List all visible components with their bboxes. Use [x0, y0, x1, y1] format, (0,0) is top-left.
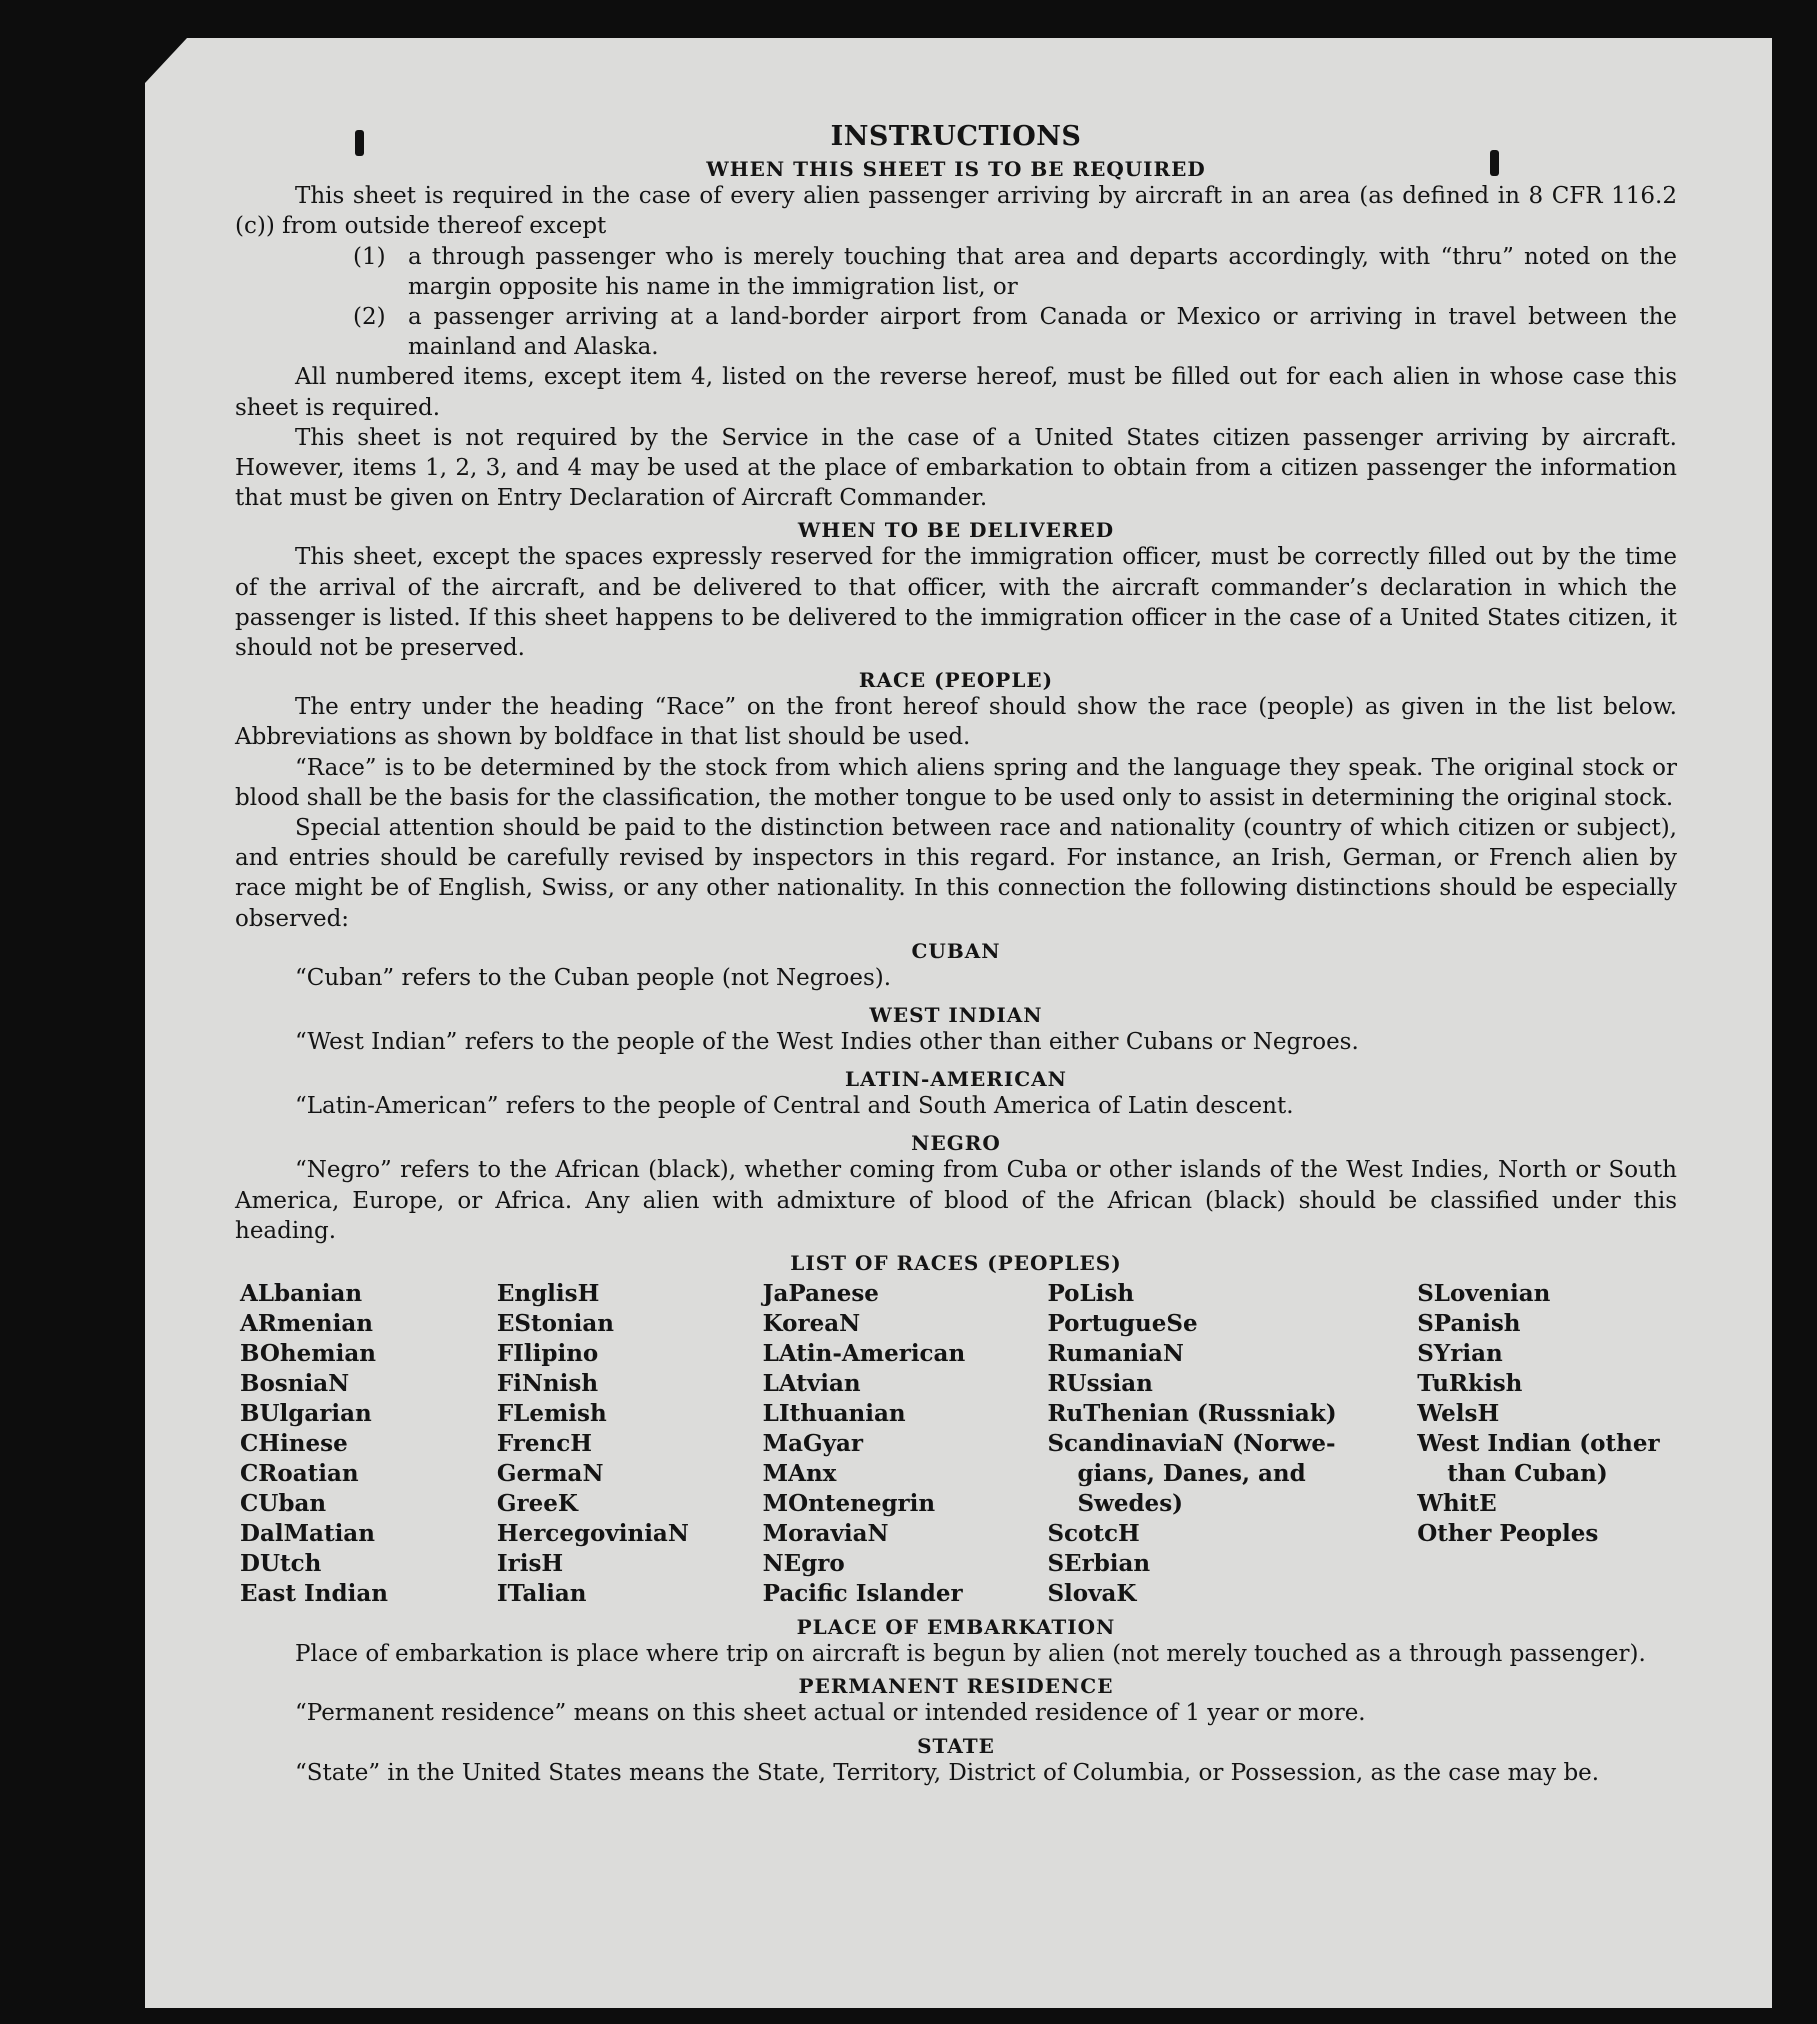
race-entry: ScandinaviaN (Norwe- [1047, 1430, 1336, 1458]
negro-definition: “Negro” refers to the African (black), whether coming from Cuba or other islands of the West Indies, North or South America, Europe, or Africa. Any alien with admixture of blood of the African (black) should be classified under this heading. [235, 1157, 1677, 1244]
numbered-items-paragraph: All numbered items, except item 4, listed on the reverse hereof, must be filled out for each alien in whose case this sheet is required. [235, 364, 1677, 421]
race-entry: East Indian [240, 1580, 388, 1608]
race-entry: ITalian [496, 1580, 587, 1608]
race-list [240, 1279, 1677, 1609]
race-entry-continued: gians, Danes, and [1077, 1460, 1306, 1488]
race-entry: ALbanian [240, 1280, 363, 1308]
race-column [763, 1279, 1048, 1609]
heading-permanent-residence: PERMANENT RESIDENCE [798, 1674, 1114, 1699]
race-entry: SYrian [1417, 1340, 1503, 1368]
race-entry: SlovaK [1047, 1580, 1137, 1608]
race-entry-continued: than Cuban) [1447, 1460, 1608, 1488]
item-number: (1) [353, 243, 386, 270]
race-entry: SLovenian [1417, 1280, 1551, 1308]
race-entry: Pacific Islander [762, 1580, 963, 1608]
race-entry: ARmenian [240, 1310, 374, 1338]
race-entry: DUtch [240, 1550, 322, 1578]
item-number: (2) [353, 304, 386, 331]
state-definition: “State” in the United States means the State, Territory, District of Columbia, or Possession, as the case may be. [295, 1759, 1600, 1786]
race-entry: BosniaN [240, 1370, 350, 1398]
race-paragraph-3: Special attention should be paid to the distinction between race and nationality (country of which citizen or subject), and entries should be carefully revised by inspectors in this regard. For instance, an Irish, German, or French alien by race might be of English, Swiss, or any other nationality. In this connection the following distinctions should be especially observed: [235, 815, 1677, 932]
latin-american-definition: “Latin-American” refers to the people of Central and South America of Latin descent. [295, 1093, 1294, 1120]
race-entry: BOhemian [240, 1340, 376, 1368]
race-column [497, 1279, 763, 1609]
race-entry: West Indian (other [1417, 1430, 1660, 1458]
race-paragraph-2: “Race” is to be determined by the stock from which aliens spring and the language they speak. The original stock or blood shall be the basis for the classification, the mother tongue to be used only to assist in determining the original stock. [235, 754, 1677, 811]
race-entry: GermaN [496, 1460, 604, 1488]
race-entry: MOntenegrin [762, 1490, 936, 1518]
race-entry: SPanish [1417, 1310, 1521, 1338]
race-entry: EStonian [496, 1310, 615, 1338]
race-entry: HercegoviniaN [496, 1520, 689, 1548]
residence-definition: “Permanent residence” means on this sheet actual or intended residence of 1 year or more. [295, 1700, 1366, 1727]
race-entry: FiNnish [496, 1370, 599, 1398]
heading-west-indian: WEST INDIAN [869, 1003, 1043, 1028]
when-required-intro: This sheet is required in the case of every alien passenger arriving by aircraft in an area (as defined in 8 CFR 116.2 (c)) from outside thereof except [235, 183, 1677, 240]
race-entry: EnglisH [496, 1280, 600, 1308]
race-column [240, 1279, 497, 1609]
page-title: INSTRUCTIONS [830, 121, 1082, 152]
heading-list-of-races: LIST OF RACES (PEOPLES) [790, 1251, 1122, 1276]
heading-race: RACE (PEOPLE) [858, 668, 1054, 693]
race-entry: MaGyar [762, 1430, 864, 1458]
delivery-paragraph: This sheet, except the spaces expressly reserved for the immigration officer, must be correctly filled out by the time of the arrival of the aircraft, and be delivered to that officer, with the aircraft commander’s declaration in which the passenger is listed. If this sheet happens to be delivered to the immigration officer in the case of a United States citizen, it should not be preserved. [235, 544, 1677, 662]
race-entry: ScotcH [1047, 1520, 1140, 1548]
race-entry: LIthuanian [762, 1400, 906, 1428]
race-entry: WhitE [1417, 1490, 1497, 1518]
instructions-content [235, 118, 1677, 1788]
race-entry: LAtin-American [762, 1340, 966, 1368]
race-entry: DalMatian [240, 1520, 375, 1548]
race-entry: FLemish [496, 1400, 607, 1428]
heading-when-required: WHEN THIS SHEET IS TO BE REQUIRED [706, 157, 1206, 182]
race-entry: NEgro [762, 1550, 845, 1578]
heading-when-delivered: WHEN TO BE DELIVERED [797, 518, 1115, 543]
cuban-definition: “Cuban” refers to the Cuban people (not Negroes). [295, 964, 892, 991]
race-entry: CRoatian [240, 1460, 359, 1488]
heading-cuban: CUBAN [911, 938, 1001, 963]
race-entry: IrisH [496, 1550, 564, 1578]
exception-item [235, 302, 1677, 362]
race-entry: RumaniaN [1047, 1340, 1184, 1368]
heading-place-of-embarkation: PLACE OF EMBARKATION [796, 1615, 1116, 1640]
race-entry: RuThenian (Russniak) [1047, 1400, 1337, 1428]
race-entry: PortugueSe [1047, 1310, 1198, 1338]
race-entry: Other Peoples [1417, 1520, 1599, 1548]
race-entry: JaPanese [762, 1280, 879, 1308]
heading-latin-american: LATIN-AMERICAN [845, 1067, 1067, 1092]
race-entry: BUlgarian [240, 1400, 372, 1428]
race-entry: WelsH [1417, 1400, 1500, 1428]
race-entry: PoLish [1047, 1280, 1135, 1308]
race-entry: FrencH [496, 1430, 592, 1458]
heading-state: STATE [917, 1733, 995, 1758]
race-entry: CHinese [240, 1430, 348, 1458]
race-column [1047, 1279, 1417, 1609]
item-text: a through passenger who is merely touching that area and departs accordingly, with “thru” noted on the margin opposite his name in the immigration list, or [408, 243, 1677, 300]
race-entry: SErbian [1047, 1550, 1151, 1578]
race-entry: FIlipino [496, 1340, 599, 1368]
race-entry: CUban [240, 1490, 327, 1518]
heading-negro: NEGRO [911, 1131, 1001, 1156]
embarkation-definition: Place of embarkation is place where trip on aircraft is begun by alien (not merely touched as a through passenger). [295, 1641, 1646, 1668]
race-entry: MAnx [762, 1460, 837, 1488]
race-entry: KoreaN [762, 1310, 861, 1338]
race-entry: RUssian [1047, 1370, 1153, 1398]
race-entry: MoraviaN [762, 1520, 889, 1548]
race-entry: TuRkish [1417, 1370, 1523, 1398]
item-text: a passenger arriving at a land-border airport from Canada or Mexico or arriving in travel between the mainland and Alaska. [408, 304, 1677, 361]
citizen-paragraph: This sheet is not required by the Service in the case of a United States citizen passenger arriving by aircraft. However, items 1, 2, 3, and 4 may be used at the place of embarkation to obtain from a citizen passenger the information that must be given on Entry Declaration of Aircraft Commander. [235, 424, 1677, 512]
exception-item [235, 242, 1677, 302]
race-entry: GreeK [496, 1490, 578, 1518]
race-paragraph-1: The entry under the heading “Race” on the front hereof should show the race (people) as given in the list below. Abbreviations as shown by boldface in that list should be used. [235, 694, 1677, 751]
race-column [1417, 1279, 1677, 1609]
west-indian-definition: “West Indian” refers to the people of the West Indies other than either Cubans or Negroes. [295, 1029, 1359, 1056]
race-entry: LAtvian [762, 1370, 861, 1398]
race-entry-continued: Swedes) [1077, 1490, 1184, 1518]
